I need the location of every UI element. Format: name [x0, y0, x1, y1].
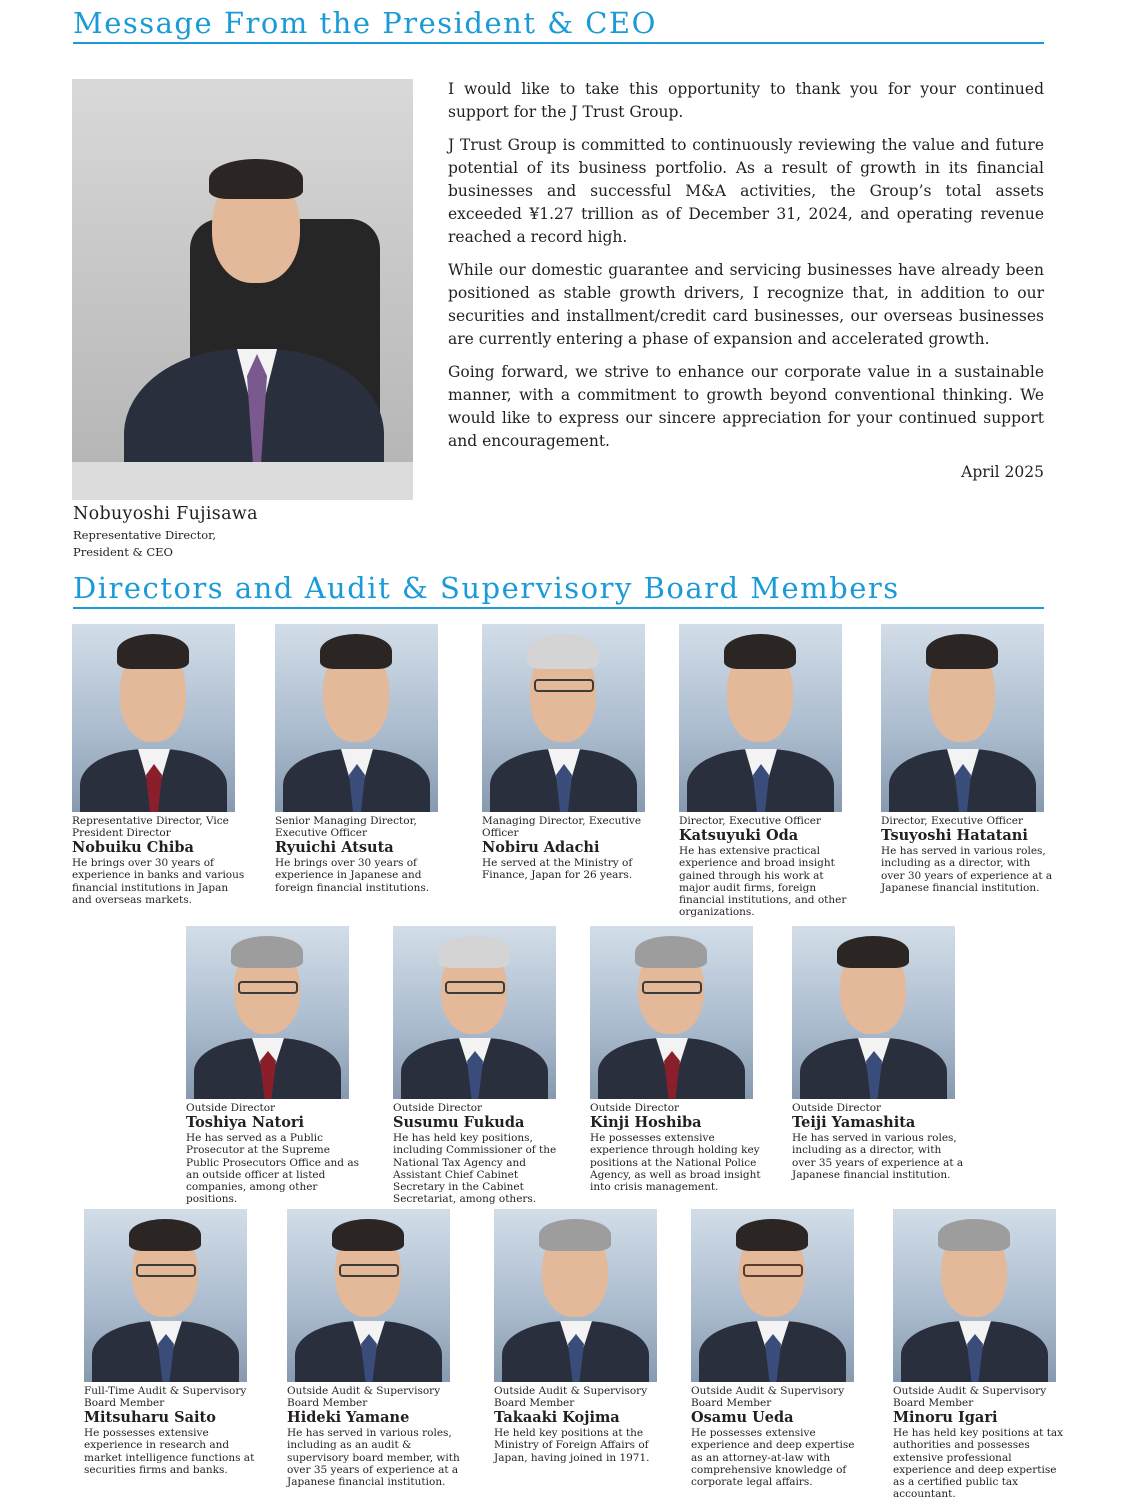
member-name: Susumu Fukuda: [393, 1114, 525, 1131]
member-role: Managing Director, Executive Officer: [482, 815, 642, 839]
member-role: Outside Audit & Supervisory Board Member: [287, 1385, 441, 1409]
member-description: He brings over 30 years of experience in banks and various financial institutions in Japan and overseas markets.: [72, 857, 245, 906]
message-paragraph: While our domestic guarantee and servicing businesses have already been positioned as stable growth drivers, I recognize that, in addition to our securities and installment/credit card businesses, our overseas businesses are currently entering a phase of expansion and accelerated growth.: [448, 261, 1044, 348]
member-name: Nobiru Adachi: [482, 839, 600, 856]
member-photo: [792, 926, 955, 1099]
message-paragraph: J Trust Group is committed to continuously reviewing the value and future potential of its business portfolio. As a result of growth in its financial businesses and successful M&A activities, the Group’s total assets exceeded ¥1.27 trillion as of December 31, 2024, and operating revenue reached a record high.: [448, 136, 1044, 246]
member-role: Outside Audit & Supervisory Board Member: [494, 1385, 648, 1409]
member-role: Representative Director, Vice President Director: [72, 815, 229, 839]
member-name: Tsuyoshi Hatatani: [881, 827, 1028, 844]
member-name: Mitsuharu Saito: [84, 1409, 216, 1426]
board-section-title: Directors and Audit & Supervisory Board Members: [73, 571, 1044, 609]
member-photo: [691, 1209, 854, 1382]
member-photo: [287, 1209, 450, 1382]
member-role: Outside Director: [393, 1102, 483, 1114]
board-member: [792, 926, 967, 1181]
member-name: Katsuyuki Oda: [679, 827, 799, 844]
member-name: Ryuichi Atsuta: [275, 839, 394, 856]
member-role: Outside Audit & Supervisory Board Member: [691, 1385, 845, 1409]
board-member: [691, 1209, 866, 1488]
member-description: He has served in various roles, including as a director, with over 30 years of experience at a Japanese financial institution.: [881, 845, 1053, 894]
board-member: [482, 624, 657, 882]
member-description: He brings over 30 years of experience in Japanese and foreign financial institutions.: [275, 857, 430, 894]
board-member: [72, 624, 247, 906]
member-photo: [482, 624, 645, 812]
member-description: He served at the Ministry of Finance, Japan for 26 years.: [482, 857, 633, 882]
member-role: Outside Director: [186, 1102, 276, 1114]
board-member: [287, 1209, 462, 1488]
board-member: [275, 624, 450, 894]
member-description: He possesses extensive experience and deep expertise as an attorney-at-law with comprehensive knowledge of corporate legal affairs.: [691, 1427, 855, 1489]
ceo-role: [73, 527, 216, 561]
ceo-name: Nobuyoshi Fujisawa: [73, 504, 258, 524]
member-description: He has served as a Public Prosecutor at the Supreme Public Prosecutors Office and as an outside officer at listed companies, among other positions.: [186, 1132, 360, 1206]
member-role: Outside Director: [792, 1102, 882, 1114]
member-description: He possesses extensive experience in research and market intelligence functions at securities firms and banks.: [84, 1427, 255, 1476]
board-member: [679, 624, 854, 919]
member-name: Minoru Igari: [893, 1409, 998, 1426]
message-paragraph: I would like to take this opportunity to thank you for your continued support for the J Trust Group.: [448, 80, 1044, 121]
board-member: [186, 926, 361, 1206]
member-description: He has held key positions, including Commissioner of the National Tax Agency and Assistant Chief Cabinet Secretary in the Cabinet Secretariat, among others.: [393, 1132, 557, 1206]
member-role: Outside Audit & Supervisory Board Member: [893, 1385, 1047, 1409]
member-description: He has held key positions at tax authorities and possesses extensive professional experience and deep expertise as a certified public tax accountant.: [893, 1427, 1064, 1501]
message-body: [448, 78, 1044, 463]
member-photo: [590, 926, 753, 1099]
member-photo: [186, 926, 349, 1099]
member-name: Hideki Yamane: [287, 1409, 410, 1426]
ceo-role-line: President & CEO: [73, 545, 173, 559]
member-photo: [393, 926, 556, 1099]
member-role: Director, Executive Officer: [679, 815, 822, 827]
member-description: He has served in various roles, including as a director, with over 35 years of experience at a Japanese financial institution.: [792, 1132, 964, 1181]
member-photo: [84, 1209, 247, 1382]
member-photo: [275, 624, 438, 812]
board-member: [494, 1209, 669, 1464]
member-name: Osamu Ueda: [691, 1409, 794, 1426]
member-photo: [72, 624, 235, 812]
message-date: April 2025: [961, 463, 1044, 481]
ceo-role-line: Representative Director,: [73, 528, 217, 542]
member-name: Nobuiku Chiba: [72, 839, 194, 856]
message-section-title: Message From the President & CEO: [73, 6, 1044, 44]
message-paragraph: Going forward, we strive to enhance our corporate value in a sustainable manner, with a commitment to growth beyond conventional thinking. We would like to express our sincere appreciation for your continued support and encouragement.: [448, 363, 1044, 450]
member-name: Teiji Yamashita: [792, 1114, 916, 1131]
member-name: Takaaki Kojima: [494, 1409, 620, 1426]
member-photo: [881, 624, 1044, 812]
member-description: He possesses extensive experience through holding key positions at the National Police Agency, as well as broad insight into crisis management.: [590, 1132, 761, 1194]
member-role: Senior Managing Director, Executive Officer: [275, 815, 417, 839]
member-name: Kinji Hoshiba: [590, 1114, 702, 1131]
member-description: He held key positions at the Ministry of Foreign Affairs of Japan, having joined in 1971.: [494, 1427, 650, 1464]
member-description: He has served in various roles, including as an audit & supervisory board member, with over 35 years of experience at a Japanese financial institution.: [287, 1427, 460, 1489]
board-member: [893, 1209, 1068, 1501]
board-member: [84, 1209, 259, 1476]
board-member: [881, 624, 1056, 894]
member-photo: [679, 624, 842, 812]
member-role: Director, Executive Officer: [881, 815, 1024, 827]
member-description: He has extensive practical experience and broad insight gained through his work at major audit firms, foreign financial institutions, and other organizations.: [679, 845, 847, 919]
member-photo: [893, 1209, 1056, 1382]
ceo-photo: [72, 79, 413, 500]
member-role: Full-Time Audit & Supervisory Board Member: [84, 1385, 247, 1409]
member-photo: [494, 1209, 657, 1382]
member-name: Toshiya Natori: [186, 1114, 305, 1131]
member-role: Outside Director: [590, 1102, 680, 1114]
board-member: [590, 926, 765, 1193]
board-member: [393, 926, 568, 1206]
